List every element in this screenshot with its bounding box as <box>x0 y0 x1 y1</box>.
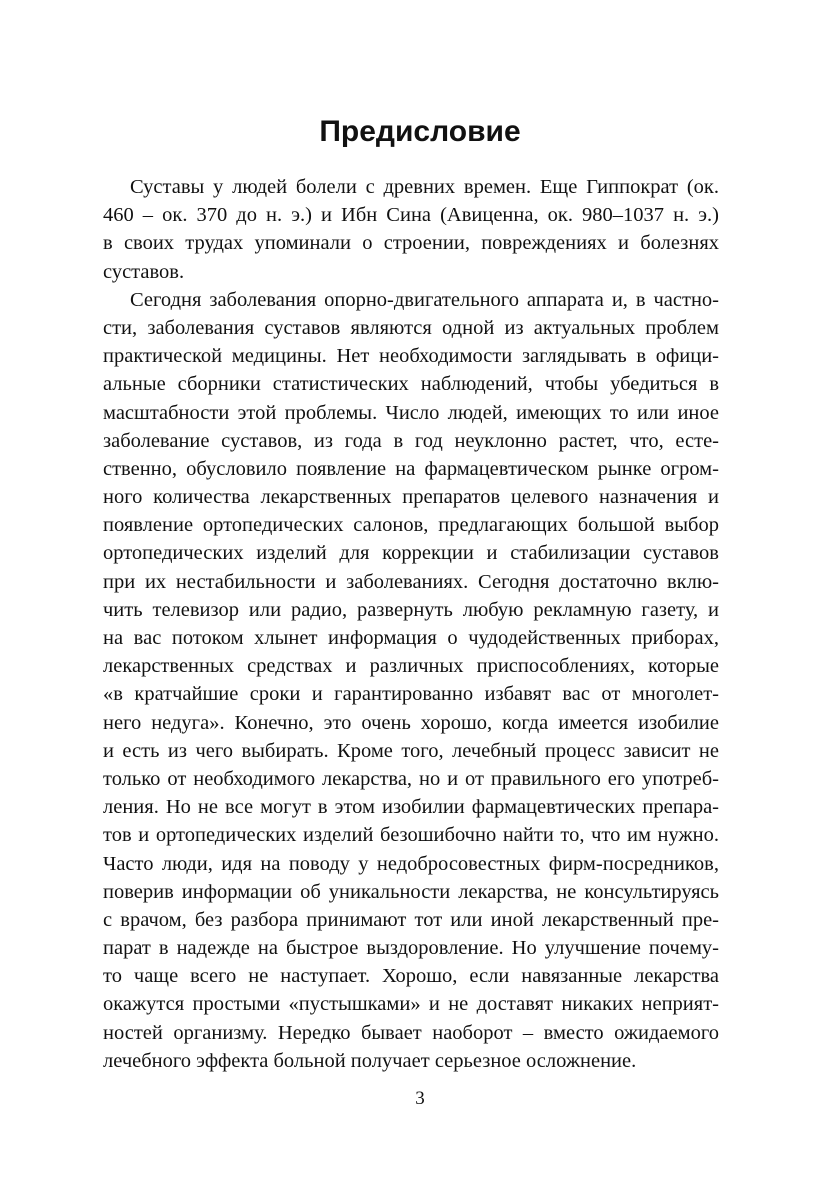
text-line: только от необходимого лекарства, но и от правильного его употреб- <box>103 767 719 790</box>
text-line: ственно, обусловило появление на фармацевтическом рынке огром- <box>103 457 719 480</box>
text-line: заболевание суставов, из года в год неуклонно растет, что, есте- <box>103 429 719 452</box>
text-line: лекарственных средствах и различных приспособлениях, которые <box>103 655 719 678</box>
text-line: лечебного эффекта больной получает серьезное осложнение. <box>103 1049 637 1072</box>
text-line: суставов. <box>103 260 185 283</box>
text-line: то чаще всего не наступает. Хорошо, если навязанные лекарства <box>103 965 719 988</box>
text-line: практической медицины. Нет необходимости заглядывать в офици- <box>103 345 719 368</box>
text-line: и есть из чего выбирать. Кроме того, лечебный процесс зависит не <box>103 739 719 762</box>
text-line: Часто люди, идя на поводу у недобросовестных фирм-посредников, <box>103 852 719 875</box>
text-line: поверив информации об уникальности лекарства, не консультируясь <box>103 880 719 903</box>
text-line: сти, заболевания суставов являются одной из актуальных проблем <box>103 316 719 339</box>
text-line: альные сборники статистических наблюдений, чтобы убедиться в <box>103 373 719 396</box>
text-line: «в кратчайшие сроки и гарантированно избавят вас от многолет- <box>103 683 719 706</box>
text-line: Сегодня заболевания опорно-двигательного аппарата и, в частно- <box>130 288 719 311</box>
text-line: 460 – ок. 370 до н. э.) и Ибн Сина (Авиценна, ок. 980–1037 н. э.) <box>103 204 719 227</box>
body-text <box>103 173 719 1075</box>
text-line: на вас потоком хлынет информация о чудодейственных приборах, <box>103 627 719 649</box>
text-line: окажутся простыми «пустышками» и не доставят никаких неприят- <box>103 993 719 1016</box>
text-line: в своих трудах упоминали о строении, повреждениях и болезнях <box>103 232 719 255</box>
text-line: чить телевизор или радио, развернуть любую рекламную газету, и <box>103 598 719 621</box>
text-line: ного количества лекарственных препаратов целевого назначения и <box>103 486 719 509</box>
text-line: ления. Но не все могут в этом изобилии фармацевтических препара- <box>103 796 719 819</box>
paragraph <box>103 173 719 286</box>
text-line: него недуга». Конечно, это очень хорошо, когда имеется изобилие <box>103 711 719 734</box>
text-line: при их нестабильности и заболеваниях. Сегодня достаточно вклю- <box>103 570 719 593</box>
text-line: тов и ортопедических изделий безошибочно найти то, что им нужно. <box>103 824 719 847</box>
page-number: 3 <box>415 1088 425 1109</box>
text-line: ортопедических изделий для коррекции и стабилизации суставов <box>103 542 719 565</box>
text-line: масштабности этой проблемы. Число людей, имеющих то или иное <box>103 401 719 424</box>
paragraph <box>103 286 719 1075</box>
text-line: с врачом, без разбора принимают тот или иной лекарственный пре- <box>103 908 719 931</box>
text-line: ностей организму. Нередко бывает наоборот – вместо ожидаемого <box>103 1021 719 1044</box>
text-line: парат в надежде на быстрое выздоровление. Но улучшение почему- <box>103 937 719 960</box>
text-line: появление ортопедических салонов, предлагающих большой выбор <box>103 514 719 537</box>
text-line: Суставы у людей болели с древних времен. Еще Гиппократ (ок. <box>130 176 719 198</box>
page-title: Предисловие <box>319 115 521 148</box>
